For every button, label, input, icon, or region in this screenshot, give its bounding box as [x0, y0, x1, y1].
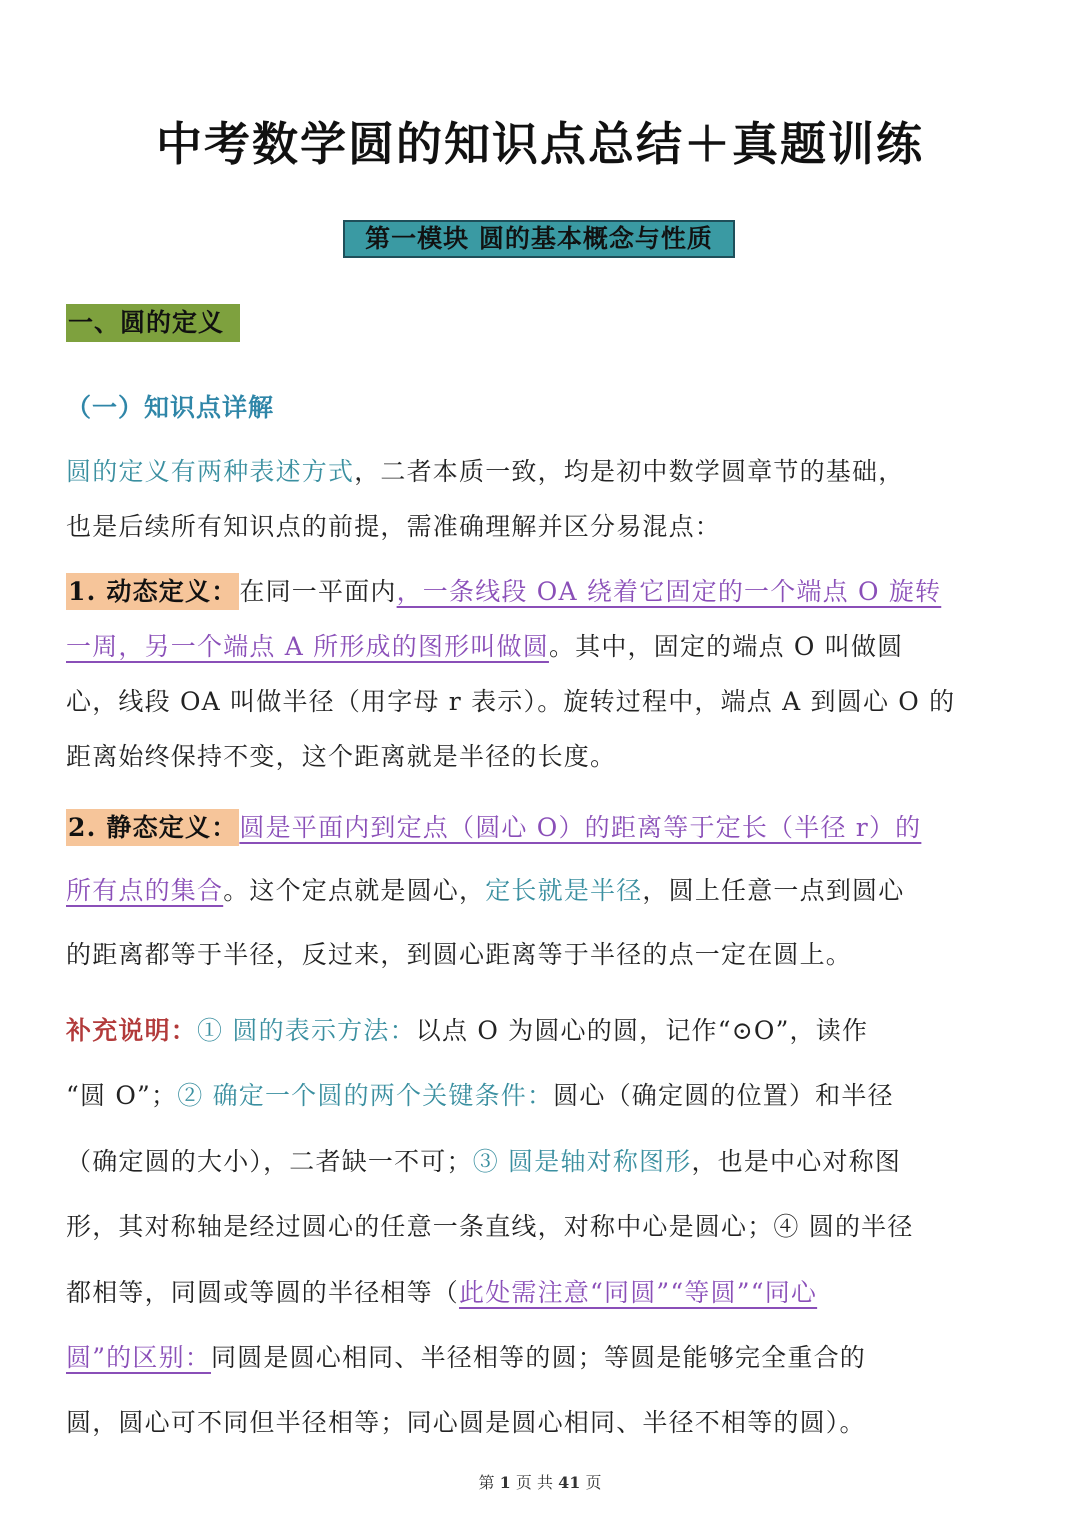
static-line-3: 的距离都等于半径，反过来，到圆心距离等于半径的点一定在圆上。 [66, 940, 853, 969]
supplement-text: 同圆是圆心相同、半径相等的圆；等圆是能够完全重合的 [210, 1343, 866, 1372]
supplement-text: （确定圆的大小），二者缺一不可； [66, 1147, 473, 1176]
supplement-line-4: 形，其对称轴是经过圆心的任意一条直线，对称中心是圆心；④ 圆的半径 [66, 1212, 914, 1241]
supplement-line-1 [66, 1011, 868, 1047]
supplement-point-1: ① 圆的表示方法： [197, 1016, 416, 1045]
dynamic-line-1 [66, 572, 941, 608]
dynamic-line-4: 距离始终保持不变，这个距离就是半径的长度。 [66, 742, 617, 771]
static-text: ，圆上任意一点到圆心 [642, 876, 905, 905]
dynamic-text: 在同一平面内 [239, 577, 397, 606]
footer-total-pages: 41 [558, 1473, 581, 1492]
supplement-text: ，也是中心对称图 [691, 1147, 902, 1176]
intro-line-2: 也是后续所有知识点的前提，需准确理解并区分易混点： [66, 512, 722, 541]
footer-prefix: 第 [478, 1473, 495, 1492]
supplement-line-6 [66, 1338, 866, 1374]
static-line-1 [66, 808, 921, 844]
supplement-underline: 圆”的区别： [66, 1343, 211, 1372]
supplement-label: 补充说明： [66, 1016, 198, 1045]
page-footer [0, 1470, 1080, 1493]
intro-text: ，二者本质一致，均是初中数学圆章节的基础， [354, 457, 905, 486]
static-label: 2. 静态定义： [66, 809, 239, 846]
supplement-text: 都相等，同圆或等圆的半径相等（ [66, 1278, 460, 1307]
supplement-line-3 [66, 1142, 901, 1178]
subsection-heading: （一）知识点详解 [66, 393, 275, 422]
supplement-text: 圆心（确定圆的位置）和半径 [553, 1081, 894, 1110]
static-highlight: 定长就是半径 [485, 876, 643, 905]
static-text: 。这个定点就是圆心， [223, 876, 486, 905]
dynamic-text: 。其中，固定的端点 O 叫做圆 [548, 632, 904, 661]
supplement-text: “圆 O”； [66, 1081, 178, 1110]
static-underline: 圆是平面内到定点（圆心 O）的距离等于定长（半径 r）的 [239, 813, 922, 842]
page-title: 中考数学圆的知识点总结＋真题训练 [156, 117, 924, 171]
footer-page-number: 1 [499, 1473, 511, 1492]
footer-suffix: 页 [585, 1473, 602, 1492]
dynamic-label: 1. 动态定义： [66, 573, 239, 610]
dynamic-underline: ，一条线段 OA 绕着它固定的一个端点 O 旋转 [396, 577, 942, 606]
intro-highlight: 圆的定义有两种表述方式 [66, 457, 355, 486]
supplement-underline: 此处需注意“同圆”“等圆”“同心 [459, 1278, 818, 1307]
dynamic-underline: 一周，另一个端点 A 所形成的图形叫做圆 [66, 632, 549, 661]
supplement-line-5 [66, 1273, 817, 1309]
supplement-line-2 [66, 1076, 894, 1112]
intro-line-1 [66, 452, 904, 488]
dynamic-line-2 [66, 627, 903, 663]
supplement-line-7: 圆，圆心可不同但半径相等；同心圆是圆心相同、半径不相等的圆）。 [66, 1408, 866, 1437]
footer-middle: 页 共 [515, 1473, 553, 1492]
static-underline: 所有点的集合 [66, 876, 224, 905]
dynamic-line-3: 心，线段 OA 叫做半径（用字母 r 表示）。旋转过程中，端点 A 到圆心 O 的 [66, 687, 956, 716]
supplement-text: 以点 O 为圆心的圆，记作“⊙O”，读作 [415, 1016, 869, 1045]
section-heading: 一、圆的定义 [66, 304, 240, 342]
module-banner: 第一模块 圆的基本概念与性质 [343, 220, 735, 258]
supplement-point-3: ③ 圆是轴对称图形 [472, 1147, 692, 1176]
static-line-2 [66, 871, 904, 907]
supplement-point-2: ② 确定一个圆的两个关键条件： [177, 1081, 554, 1110]
